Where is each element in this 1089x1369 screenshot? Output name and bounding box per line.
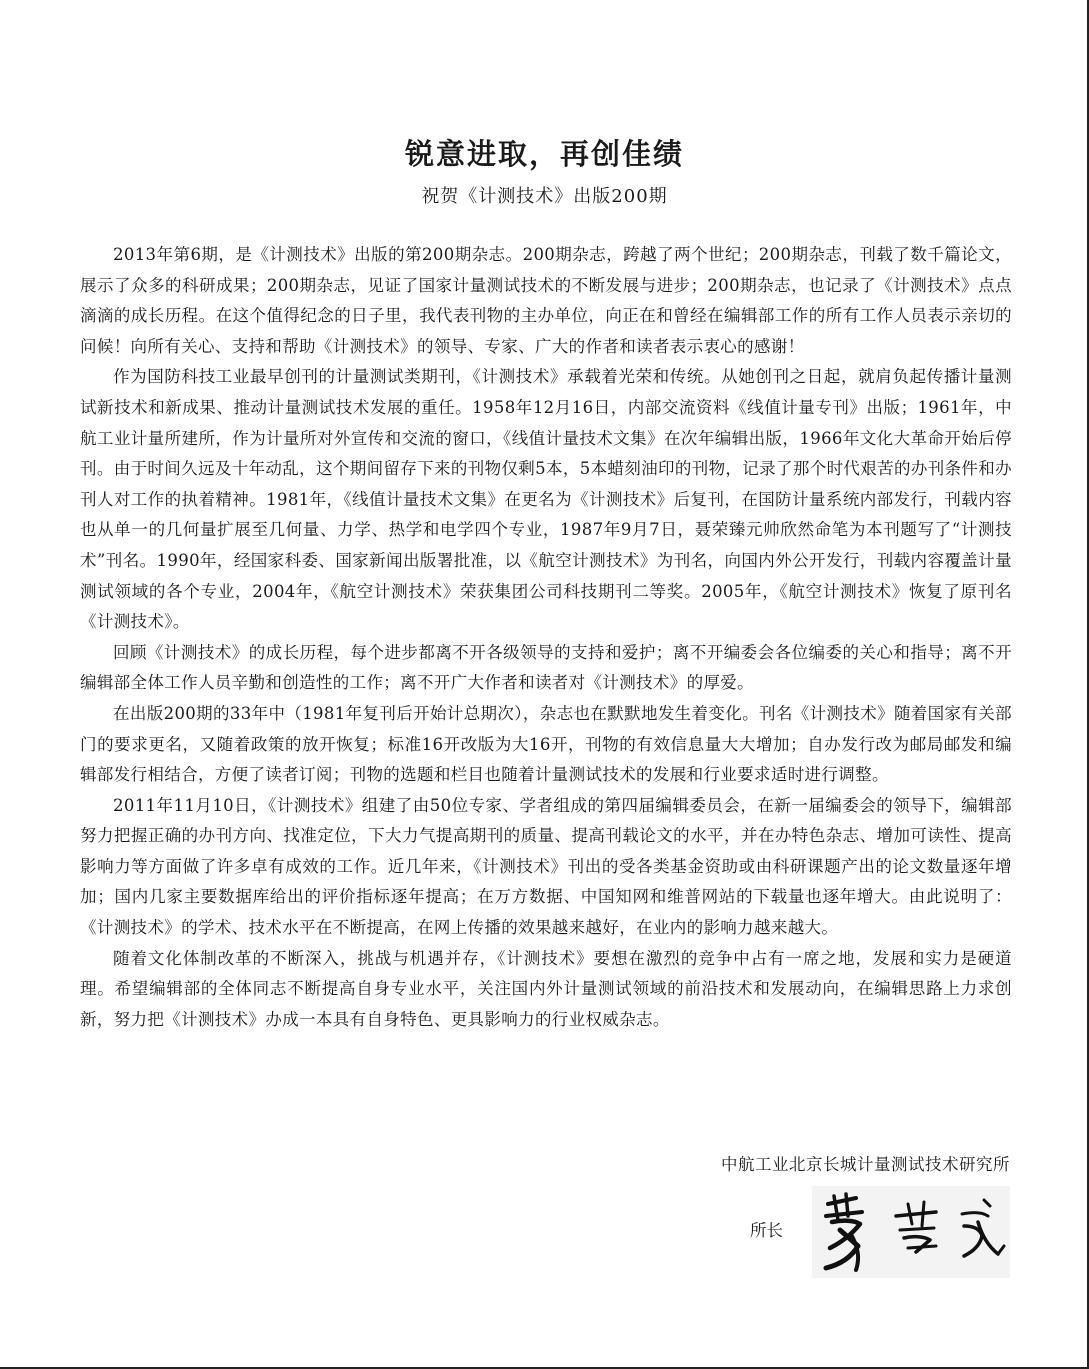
organization-name: 中航工业北京长城计量测试技术研究所	[721, 1155, 1010, 1174]
body-paragraph: 在出版200期的33年中（1981年复刊后开始计总期次），杂志也在默默地发生着变化。刊名《计测技术》随着国家有关部门的要求更名，又随着政策的放开恢复；标准16开改版为大16开，刊物的有效信息量大大增加；自办发行改为邮局邮发和编辑部发行相结合，方便了读者订阅；刊物的选题和栏目也随着计量测试技术的发展和行业要求适时进行调整。	[80, 703, 1012, 785]
director-title: 所长	[750, 1221, 783, 1240]
article-body	[80, 240, 1012, 1035]
article-subtitle: 祝贺《计测技术》出版200期	[421, 186, 668, 207]
handwritten-signature	[812, 1186, 1010, 1278]
body-paragraph: 回顾《计测技术》的成长历程，每个进步都离不开各级领导的支持和爱护；离不开编委会各位编委的关心和指导；离不开编辑部全体工作人员辛勤和创造性的工作；离不开广大作者和读者对《计测技术》的厚爱。	[80, 642, 1012, 693]
body-paragraph: 随着文化体制改革的不断深入，挑战与机遇并存，《计测技术》要想在激烈的竞争中占有一席之地，发展和实力是硬道理。希望编辑部的全体同志不断提高自身专业水平，关注国内外计量测试领域的前沿技术和发展动向，在编辑思路上力求创新，努力把《计测技术》办成一本具有自身特色、更具影响力的行业权威杂志。	[80, 948, 1012, 1029]
body-paragraph: 2013年第6期，是《计测技术》出版的第200期杂志。200期杂志，跨越了两个世纪；200期杂志，刊载了数千篇论文，展示了众多的科研成果；200期杂志，见证了国家计量测试技术的不断发展与进步；200期杂志，也记录了《计测技术》点点滴滴的成长历程。在这个值得纪念的日子里，我代表刊物的主办单位，向正在和曾经在编辑部工作的所有工作人员表示亲切的问候！向所有关心、支持和帮助《计测技术》的领导、专家、广大的作者和读者表示衷心的感谢！	[80, 245, 1012, 356]
signature-icon	[812, 1186, 1010, 1278]
body-paragraph: 2011年11月10日，《计测技术》组建了由50位专家、学者组成的第四届编辑委员会，在新一届编委会的领导下，编辑部努力把握正确的办刊方向、找准定位，下大力气提高期刊的质量、提高刊载论文的水平，并在办特色杂志、增加可读性、提高影响力等方面做了许多卓有成效的工作。近几年来，《计测技术》刊出的受各类基金资助或由科研课题产出的论文数量逐年增加；国内几家主要数据库给出的评价指标逐年提高；在万方数据、中国知网和维普网站的下载量也逐年增大。由此说明了：《计测技术》的学术、技术水平在不断提高，在网上传播的效果越来越好，在业内的影响力越来越大。	[80, 795, 1012, 938]
article-title: 锐意进取，再创佳绩	[404, 137, 684, 171]
body-paragraph: 作为国防科技工业最早创刊的计量测试类期刊，《计测技术》承载着光荣和传统。从她创刊之日起，就肩负起传播计量测试新技术和新成果、推动计量测试技术发展的重任。1958年12月16日，内部交流资料《线值计量专刊》出版；1961年，中航工业计量所建所，作为计量所对外宣传和交流的窗口，《线值计量技术文集》在次年编辑出版，1966年文化大革命开始后停刊。由于时间久远及十年动乱，这个期间留存下来的刊物仅剩5本，5本蜡刻油印的刊物，记录了那个时代艰苦的办刊条件和办刊人对工作的执着精神。1981年，《线值计量技术文集》在更名为《计测技术》后复刊，在国防计量系统内部发行，刊载内容也从单一的几何量扩展至几何量、力学、热学和电学四个专业，1987年9月7日，聂荣臻元帅欣然命笔为本刊题写了“计测技术”刊名。1990年，经国家科委、国家新闻出版署批准，以《航空计测技术》为刊名，向国内外公开发行，刊载内容覆盖计量测试领域的各个专业，2004年，《航空计测技术》荣获集团公司科技期刊二等奖。2005年，《航空计测技术》恢复了原刊名《计测技术》。	[80, 367, 1012, 632]
